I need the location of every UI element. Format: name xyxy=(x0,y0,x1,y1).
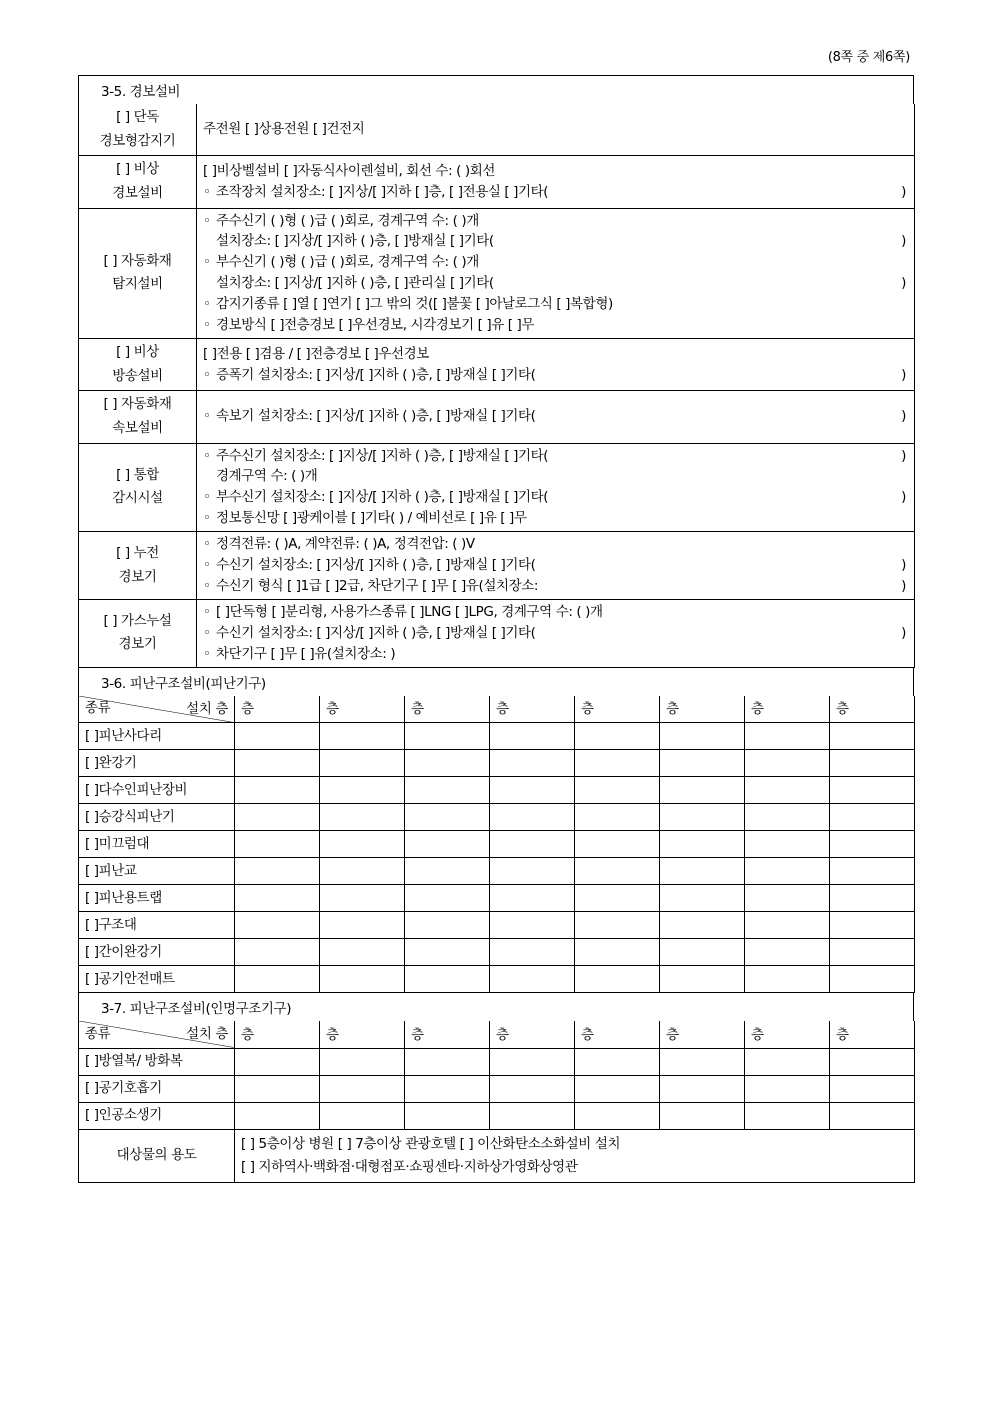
cell-floor-entry[interactable] xyxy=(235,912,320,939)
cell-floor-entry[interactable] xyxy=(575,723,660,750)
cell-floor-entry[interactable] xyxy=(660,1075,745,1102)
cell-floor-entry[interactable] xyxy=(830,1102,915,1129)
bullet-icon: ◦ xyxy=(203,578,211,595)
cell-floor-entry[interactable] xyxy=(405,723,490,750)
header-cell-floor: 층 xyxy=(745,1021,830,1048)
row-label-item: [ ]인공소생기 xyxy=(79,1102,235,1129)
bullet-icon: ◦ xyxy=(203,557,211,574)
cell-floor-entry[interactable] xyxy=(235,966,320,993)
cell-floor-entry[interactable] xyxy=(405,858,490,885)
cell-floor-entry[interactable] xyxy=(745,912,830,939)
cell-floor-entry[interactable] xyxy=(405,1048,490,1075)
cell-floor-entry[interactable] xyxy=(490,1102,575,1129)
cell-floor-entry[interactable] xyxy=(405,966,490,993)
row-content-emergency-broadcast: [ ]전용 [ ]겸용 / [ ]전층경보 [ ]우선경보 ◦ 증폭기 설치장소: [ ]지상/[ ]지하 ( )층, [ ]방재실 [ ]기타( ) xyxy=(197,339,915,391)
cell-floor-entry[interactable] xyxy=(235,804,320,831)
cell-floor-entry[interactable] xyxy=(405,831,490,858)
table-life-saving-equipment xyxy=(78,1021,915,1182)
bullet-icon: ◦ xyxy=(203,603,211,620)
table-row xyxy=(79,885,915,912)
section-title-3-7: 3-7. 피난구조설비(인명구조기구) xyxy=(78,993,914,1021)
section-title-3-6: 3-6. 피난구조설비(피난기구) xyxy=(78,668,914,696)
cell-floor-entry[interactable] xyxy=(235,885,320,912)
table-row xyxy=(79,104,915,156)
bullet-icon: ◦ xyxy=(203,536,211,553)
table-row xyxy=(79,443,915,532)
cell-floor-entry[interactable] xyxy=(490,804,575,831)
row-label-item: [ ]피난교 xyxy=(79,858,235,885)
cell-floor-entry[interactable] xyxy=(320,858,405,885)
row-content-auto-fire-detection: ◦ 주수신기 ( )형 ( )급 ( )회로, 경계구역 수: ( )개 설치장소: [ ]지상/[ ]지하 ( )층, [ ]방재실 [ ]기타( ) ◦ 부수신기 ( )형 ( )급 ( )회로, 경계구역 수: ( )개 설치장소: [ ]지상/[ ]지하 ( )층, [ ]관리실 [ ]기타( ) ◦ 감지기종류 [ ]열 [ ]연기 [ ]그 밖의 것([ ]불꽃 [ ]아날로그식 [ ]복합형) ◦ 경보방식 [ ]전층경보 [ ]우선경보, 시각경보기 [ ]유 [ ]무 xyxy=(197,208,915,339)
table-row xyxy=(79,723,915,750)
cell-floor-entry[interactable] xyxy=(235,831,320,858)
cell-floor-entry[interactable] xyxy=(235,723,320,750)
header-cell-floor: 층 xyxy=(660,696,745,723)
row-label-auto-fire-detection: [ ] 자동화재 탐지설비 xyxy=(79,208,197,339)
cell-floor-entry[interactable] xyxy=(405,885,490,912)
cell-floor-entry[interactable] xyxy=(320,966,405,993)
table-alarm-equipment xyxy=(78,104,915,668)
cell-floor-entry[interactable] xyxy=(830,858,915,885)
row-label-target-use: 대상물의 용도 xyxy=(79,1129,235,1182)
cell-floor-entry[interactable] xyxy=(490,912,575,939)
row-label-item: [ ]공기안전매트 xyxy=(79,966,235,993)
row-content-target-use: [ ] 5층이상 병원 [ ] 7층이상 관광호텔 [ ] 이산화탄소소화설비 설치 [ ] 지하역사·백화점·대형점포·쇼핑센타·지하상가영화상영관 xyxy=(235,1129,915,1182)
cell-floor-entry[interactable] xyxy=(490,858,575,885)
cell-floor-entry[interactable] xyxy=(490,750,575,777)
section-title-3-5: 3-5. 경보설비 xyxy=(78,75,914,104)
cell-floor-entry[interactable] xyxy=(830,939,915,966)
cell-floor-entry[interactable] xyxy=(660,912,745,939)
cell-floor-entry[interactable] xyxy=(490,966,575,993)
table-row xyxy=(79,966,915,993)
bullet-icon: ◦ xyxy=(203,645,211,662)
cell-floor-entry[interactable] xyxy=(830,804,915,831)
table-row xyxy=(79,599,915,667)
cell-floor-entry[interactable] xyxy=(660,723,745,750)
cell-floor-entry[interactable] xyxy=(320,831,405,858)
cell-floor-entry[interactable] xyxy=(490,777,575,804)
row-label-item: [ ]피난용트랩 xyxy=(79,885,235,912)
row-label-item: [ ]공기호흡기 xyxy=(79,1075,235,1102)
cell-floor-entry[interactable] xyxy=(575,831,660,858)
row-content-integrated-monitoring: ◦ 주수신기 설치장소: [ ]지상/[ ]지하 ( )층, [ ]방재실 [ ]기타( ) 경계구역 수: ( )개 ◦ 부수신기 설치장소: [ ]지상/[ ]지하 ( )층, [ ]방재실 [ ]기타( ) ◦ 정보통신망 [ ]광케이블 [ ]기타( ) / 예비선로 [ ]유 [ ]무 xyxy=(197,443,915,532)
cell-floor-entry[interactable] xyxy=(830,1048,915,1075)
bullet-icon: ◦ xyxy=(203,366,211,383)
cell-floor-entry[interactable] xyxy=(235,1048,320,1075)
cell-floor-entry[interactable] xyxy=(660,885,745,912)
cell-floor-entry[interactable] xyxy=(660,777,745,804)
cell-floor-entry[interactable] xyxy=(575,912,660,939)
cell-floor-entry[interactable] xyxy=(830,723,915,750)
cell-floor-entry[interactable] xyxy=(320,723,405,750)
header-cell-floor: 층 xyxy=(235,696,320,723)
cell-floor-entry[interactable] xyxy=(320,1075,405,1102)
cell-floor-entry[interactable] xyxy=(660,831,745,858)
cell-floor-entry[interactable] xyxy=(745,831,830,858)
cell-floor-entry[interactable] xyxy=(830,885,915,912)
header-cell-floor: 층 xyxy=(745,696,830,723)
cell-floor-entry[interactable] xyxy=(575,885,660,912)
row-label-emergency-broadcast: [ ] 비상 방송설비 xyxy=(79,339,197,391)
table-row xyxy=(79,208,915,339)
cell-floor-entry[interactable] xyxy=(575,750,660,777)
row-label-emergency-alarm: [ ] 비상 경보설비 xyxy=(79,156,197,208)
table-row xyxy=(79,391,915,443)
bullet-icon: ◦ xyxy=(203,447,211,464)
row-label-item: [ ]간이완강기 xyxy=(79,939,235,966)
table-header-row xyxy=(79,696,915,723)
table-row xyxy=(79,1075,915,1102)
cell-floor-entry[interactable] xyxy=(320,750,405,777)
cell-floor-entry[interactable] xyxy=(660,1102,745,1129)
cell-floor-entry[interactable] xyxy=(830,966,915,993)
table-row xyxy=(79,156,915,208)
cell-floor-entry[interactable] xyxy=(320,885,405,912)
cell-floor-entry[interactable] xyxy=(320,804,405,831)
header-cell-floor: 층 xyxy=(575,1021,660,1048)
cell-floor-entry[interactable] xyxy=(745,777,830,804)
cell-floor-entry[interactable] xyxy=(660,804,745,831)
cell-floor-entry[interactable] xyxy=(660,750,745,777)
header-cell-floor: 층 xyxy=(830,1021,915,1048)
row-label-auto-fire-report: [ ] 자동화재 속보설비 xyxy=(79,391,197,443)
bullet-icon: ◦ xyxy=(203,317,211,334)
cell-floor-entry[interactable] xyxy=(745,858,830,885)
row-label-item: [ ]승강식피난기 xyxy=(79,804,235,831)
header-cell-floor: 층 xyxy=(490,696,575,723)
bullet-icon: ◦ xyxy=(203,408,211,425)
cell-floor-entry[interactable] xyxy=(235,777,320,804)
cell-floor-entry[interactable] xyxy=(745,1048,830,1075)
cell-floor-entry[interactable] xyxy=(235,858,320,885)
header-cell-floor: 층 xyxy=(490,1021,575,1048)
header-cell-floor: 층 xyxy=(405,696,490,723)
cell-floor-entry[interactable] xyxy=(575,777,660,804)
bullet-icon: ◦ xyxy=(203,254,211,271)
row-label-standalone-detector: [ ] 단독 경보형감지기 xyxy=(79,104,197,156)
cell-floor-entry[interactable] xyxy=(320,939,405,966)
cell-floor-entry[interactable] xyxy=(405,1102,490,1129)
cell-floor-entry[interactable] xyxy=(830,912,915,939)
cell-floor-entry[interactable] xyxy=(235,939,320,966)
cell-floor-entry[interactable] xyxy=(745,723,830,750)
table-row xyxy=(79,858,915,885)
row-label-item: [ ]피난사다리 xyxy=(79,723,235,750)
cell-floor-entry[interactable] xyxy=(745,966,830,993)
cell-floor-entry[interactable] xyxy=(320,912,405,939)
row-content-gas-leak-alarm: ◦ [ ]단독형 [ ]분리형, 사용가스종류 [ ]LNG [ ]LPG, 경계구역 수: ( )개 ◦ 수신기 설치장소: [ ]지상/[ ]지하 ( )층, [ ]방재실 [ ]기타( ) ◦ 차단기구 [ ]무 [ ]유(설치장소: ) xyxy=(197,599,915,667)
table-row xyxy=(79,912,915,939)
cell-floor-entry[interactable] xyxy=(575,1048,660,1075)
cell-floor-entry[interactable] xyxy=(405,912,490,939)
bullet-icon: ◦ xyxy=(203,212,211,229)
cell-floor-entry[interactable] xyxy=(575,1075,660,1102)
row-content-earth-leakage-alarm: ◦ 정격전류: ( )A, 계약전류: ( )A, 정격전압: ( )V ◦ 수신기 설치장소: [ ]지상/[ ]지하 ( )층, [ ]방재실 [ ]기타( ) ◦ 수신기 형식 [ ]1급 [ ]2급, 차단기구 [ ]무 [ ]유(설치장소: ) xyxy=(197,532,915,600)
table-row xyxy=(79,532,915,600)
cell-floor-entry[interactable] xyxy=(405,750,490,777)
header-cell-floor: 층 xyxy=(575,696,660,723)
cell-floor-entry[interactable] xyxy=(575,804,660,831)
row-label-item: [ ]미끄럼대 xyxy=(79,831,235,858)
bullet-icon: ◦ xyxy=(203,296,211,313)
row-label-item: [ ]완강기 xyxy=(79,750,235,777)
cell-floor-entry[interactable] xyxy=(490,1048,575,1075)
cell-floor-entry[interactable] xyxy=(830,831,915,858)
cell-floor-entry[interactable] xyxy=(405,804,490,831)
table-evacuation-equipment xyxy=(78,696,915,994)
cell-floor-entry[interactable] xyxy=(405,939,490,966)
row-content-standalone-detector: 주전원 [ ]상용전원 [ ]건전지 xyxy=(197,104,915,156)
cell-floor-entry[interactable] xyxy=(745,804,830,831)
header-cell-floor: 층 xyxy=(660,1021,745,1048)
cell-floor-entry[interactable] xyxy=(745,939,830,966)
table-row xyxy=(79,339,915,391)
table-row xyxy=(79,750,915,777)
header-cell-type-floor: 설치 층 종류 xyxy=(79,1021,235,1048)
page-number: (8쪽 중 제6쪽) xyxy=(827,50,910,65)
bullet-icon: ◦ xyxy=(203,624,211,641)
table-row xyxy=(79,1129,915,1182)
table-row xyxy=(79,939,915,966)
cell-floor-entry[interactable] xyxy=(745,885,830,912)
table-row xyxy=(79,1102,915,1129)
table-row xyxy=(79,831,915,858)
cell-floor-entry[interactable] xyxy=(830,777,915,804)
table-row xyxy=(79,1048,915,1075)
cell-floor-entry[interactable] xyxy=(490,885,575,912)
cell-floor-entry[interactable] xyxy=(320,1048,405,1075)
row-label-item: [ ]구조대 xyxy=(79,912,235,939)
cell-floor-entry[interactable] xyxy=(745,750,830,777)
table-row xyxy=(79,777,915,804)
cell-floor-entry[interactable] xyxy=(660,858,745,885)
row-label-gas-leak-alarm: [ ] 가스누설 경보기 xyxy=(79,599,197,667)
row-label-item: [ ]다수인피난장비 xyxy=(79,777,235,804)
row-content-emergency-alarm: [ ]비상벨설비 [ ]자동식사이렌설비, 회선 수: ( )회선 ◦ 조작장치 설치장소: [ ]지상/[ ]지하 [ ]층, [ ]전용실 [ ]기타( ) xyxy=(197,156,915,208)
cell-floor-entry[interactable] xyxy=(490,939,575,966)
table-row xyxy=(79,804,915,831)
bullet-icon: ◦ xyxy=(203,489,211,506)
cell-floor-entry[interactable] xyxy=(575,939,660,966)
cell-floor-entry[interactable] xyxy=(830,1075,915,1102)
cell-floor-entry[interactable] xyxy=(235,1102,320,1129)
cell-floor-entry[interactable] xyxy=(235,1075,320,1102)
cell-floor-entry[interactable] xyxy=(575,1102,660,1129)
cell-floor-entry[interactable] xyxy=(235,750,320,777)
cell-floor-entry[interactable] xyxy=(575,966,660,993)
cell-floor-entry[interactable] xyxy=(575,858,660,885)
bullet-icon: ◦ xyxy=(203,510,211,527)
cell-floor-entry[interactable] xyxy=(490,831,575,858)
cell-floor-entry[interactable] xyxy=(490,723,575,750)
cell-floor-entry[interactable] xyxy=(745,1102,830,1129)
header-cell-floor: 층 xyxy=(830,696,915,723)
cell-floor-entry[interactable] xyxy=(830,750,915,777)
row-label-earth-leakage-alarm: [ ] 누전 경보기 xyxy=(79,532,197,600)
cell-floor-entry[interactable] xyxy=(320,777,405,804)
cell-floor-entry[interactable] xyxy=(745,1075,830,1102)
header-cell-floor: 층 xyxy=(320,696,405,723)
cell-floor-entry[interactable] xyxy=(320,1102,405,1129)
row-label-item: [ ]방열복/ 방화복 xyxy=(79,1048,235,1075)
table-header-row xyxy=(79,1021,915,1048)
bullet-icon: ◦ xyxy=(203,183,211,200)
header-cell-type-floor: 설치 층 종류 xyxy=(79,696,235,723)
cell-floor-entry[interactable] xyxy=(660,1048,745,1075)
header-cell-floor: 층 xyxy=(235,1021,320,1048)
cell-floor-entry[interactable] xyxy=(490,1075,575,1102)
cell-floor-entry[interactable] xyxy=(405,1075,490,1102)
row-label-integrated-monitoring: [ ] 통합 감시시설 xyxy=(79,443,197,532)
row-content-auto-fire-report: ◦ 속보기 설치장소: [ ]지상/[ ]지하 ( )층, [ ]방재실 [ ]기타( ) xyxy=(197,391,915,443)
header-cell-floor: 층 xyxy=(320,1021,405,1048)
cell-floor-entry[interactable] xyxy=(660,939,745,966)
header-cell-floor: 층 xyxy=(405,1021,490,1048)
cell-floor-entry[interactable] xyxy=(660,966,745,993)
cell-floor-entry[interactable] xyxy=(405,777,490,804)
